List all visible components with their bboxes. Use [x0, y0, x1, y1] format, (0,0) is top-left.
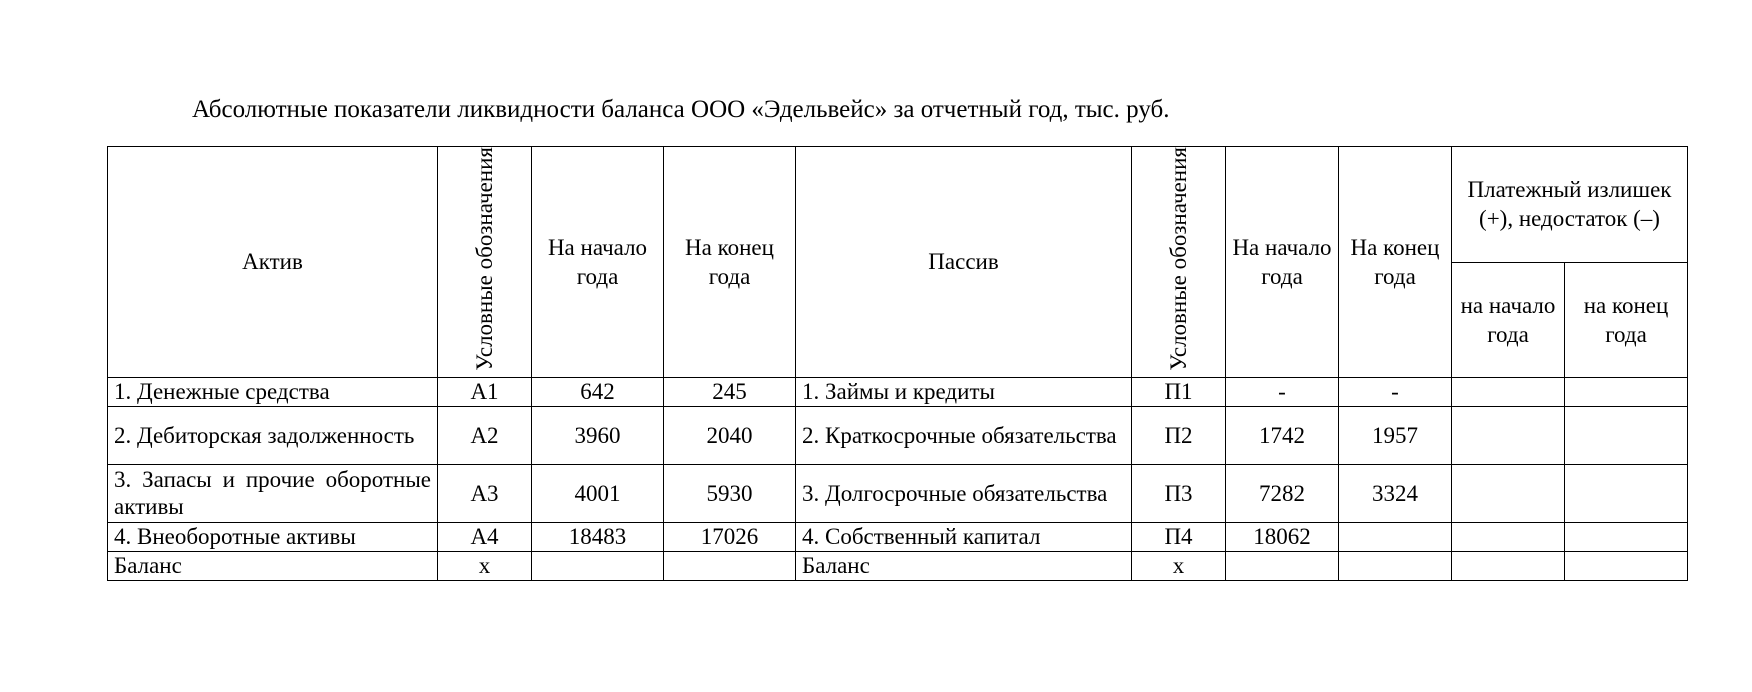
cell-surplus-end [1565, 464, 1688, 522]
header-liability-code: Условные обозначения [1132, 147, 1226, 378]
cell-asset-end [664, 551, 796, 580]
header-asset: Актив [108, 147, 438, 378]
cell-liability-start: 18062 [1226, 522, 1339, 551]
cell-asset-start: 18483 [532, 522, 664, 551]
cell-surplus-start [1452, 464, 1565, 522]
cell-liability-start: 1742 [1226, 406, 1339, 464]
cell-liability-code: П2 [1132, 406, 1226, 464]
header-surplus-start: на начало года [1452, 262, 1565, 377]
cell-liability-start [1226, 551, 1339, 580]
cell-liability-code: П1 [1132, 377, 1226, 406]
header-liability-start: На начало года [1226, 147, 1339, 378]
cell-asset: 4. Внеоборотные активы [108, 522, 438, 551]
cell-surplus-end [1565, 551, 1688, 580]
cell-liability-end: 1957 [1339, 406, 1452, 464]
header-liability-end: На конец года [1339, 147, 1452, 378]
table-title: Абсолютные показатели ликвидности баланса ООО «Эдельвейс» за отчетный год, тыс. руб. [192, 96, 1170, 123]
cell-liability: 4. Собственный капитал [796, 522, 1132, 551]
cell-asset-end: 17026 [664, 522, 796, 551]
cell-asset-start: 4001 [532, 464, 664, 522]
cell-asset-end: 2040 [664, 406, 796, 464]
cell-surplus-start [1452, 551, 1565, 580]
cell-asset-code: А2 [438, 406, 532, 464]
cell-liability-end: - [1339, 377, 1452, 406]
cell-liability-end [1339, 522, 1452, 551]
cell-asset: 1. Денежные средства [108, 377, 438, 406]
cell-asset: 3. Запасы и прочие оборотные активы [108, 464, 438, 522]
table-row [108, 406, 1688, 464]
cell-surplus-start [1452, 377, 1565, 406]
cell-asset-end: 245 [664, 377, 796, 406]
header-asset-end: На конец года [664, 147, 796, 378]
cell-liability-code: П4 [1132, 522, 1226, 551]
cell-asset-code: А3 [438, 464, 532, 522]
cell-asset: Баланс [108, 551, 438, 580]
table-row [108, 377, 1688, 406]
cell-liability-code: П3 [1132, 464, 1226, 522]
cell-surplus-end [1565, 522, 1688, 551]
cell-liability: Баланс [796, 551, 1132, 580]
cell-liability-end [1339, 551, 1452, 580]
liquidity-table [107, 146, 1688, 581]
cell-asset-start [532, 551, 664, 580]
header-liability: Пассив [796, 147, 1132, 378]
header-asset-code: Условные обозначения [438, 147, 532, 378]
cell-liability-end: 3324 [1339, 464, 1452, 522]
cell-liability-start: - [1226, 377, 1339, 406]
cell-asset-code: А1 [438, 377, 532, 406]
cell-liability: 1. Займы и кредиты [796, 377, 1132, 406]
header-surplus: Платежный излишек (+), недостаток (–) [1452, 147, 1688, 263]
cell-liability-code: х [1132, 551, 1226, 580]
cell-surplus-start [1452, 522, 1565, 551]
cell-liability: 3. Долгосрочные обязательства [796, 464, 1132, 522]
cell-asset-start: 3960 [532, 406, 664, 464]
table-row [108, 551, 1688, 580]
table-row [108, 464, 1688, 522]
table-row [108, 522, 1688, 551]
cell-asset-start: 642 [532, 377, 664, 406]
cell-surplus-start [1452, 406, 1565, 464]
cell-asset: 2. Дебиторская задолженность [108, 406, 438, 464]
header-asset-start: На начало года [532, 147, 664, 378]
header-surplus-end: на конец года [1565, 262, 1688, 377]
header-row [108, 147, 1688, 263]
cell-surplus-end [1565, 406, 1688, 464]
cell-liability-start: 7282 [1226, 464, 1339, 522]
cell-liability: 2. Краткосрочные обязательства [796, 406, 1132, 464]
cell-surplus-end [1565, 377, 1688, 406]
cell-asset-end: 5930 [664, 464, 796, 522]
cell-asset-code: А4 [438, 522, 532, 551]
cell-asset-code: х [438, 551, 532, 580]
